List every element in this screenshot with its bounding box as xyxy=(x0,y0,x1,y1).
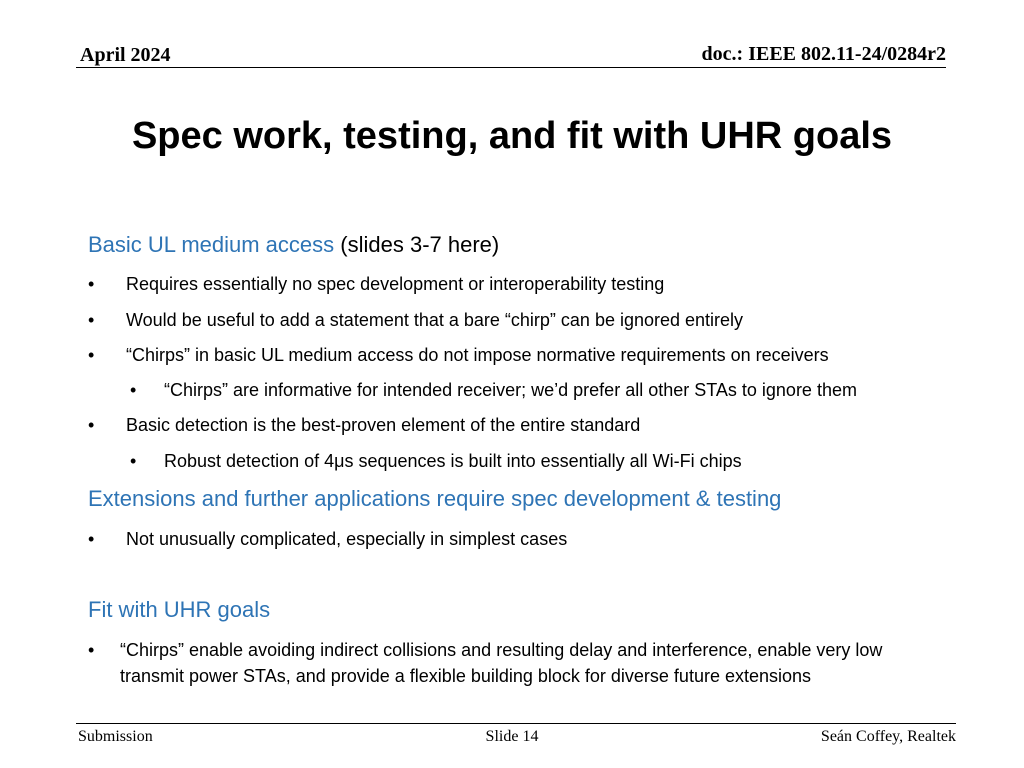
sub-bullet-item xyxy=(130,448,742,474)
footer-author: Seán Coffey, Realtek xyxy=(820,728,956,745)
bullet-marker: • xyxy=(88,274,95,294)
header-divider xyxy=(76,67,946,68)
bullet-text: Requires essentially no spec development or interoperability testing xyxy=(126,274,665,294)
bullet-text: “Chirps” in basic UL medium access do not impose normative requirements on receivers xyxy=(126,345,829,365)
bullet-text: “Chirps” are informative for intended receiver; we’d prefer all other STAs to ignore them xyxy=(164,380,857,400)
bullet-text-line2: transmit power STAs, and provide a flexible building block for diverse future extensions xyxy=(120,666,812,686)
footer-divider xyxy=(76,723,956,724)
footer-submission: Submission xyxy=(78,728,153,745)
bullet-item xyxy=(88,271,665,297)
bullet-item xyxy=(88,307,744,333)
section-heading-fit: Fit with UHR goals xyxy=(88,597,271,622)
section-heading-basic-tail: (slides 3-7 here) xyxy=(334,232,500,257)
footer-slide-number: Slide 14 xyxy=(485,728,539,745)
bullet-item xyxy=(88,637,883,689)
header-doc-id: doc.: IEEE 802.11-24/0284r2 xyxy=(701,43,946,65)
bullet-item xyxy=(88,342,829,368)
bullet-text: Basic detection is the best-proven element of the entire standard xyxy=(126,415,641,435)
bullet-marker: • xyxy=(88,640,95,660)
bullet-marker: • xyxy=(88,415,95,435)
section-heading-basic-link: Basic UL medium access xyxy=(88,232,335,257)
bullet-marker: • xyxy=(130,380,137,400)
bullet-text: Not unusually complicated, especially in simplest cases xyxy=(126,529,568,549)
bullet-marker: • xyxy=(88,529,95,549)
bullet-marker: • xyxy=(88,310,95,330)
bullet-text: Would be useful to add a statement that a bare “chirp” can be ignored entirely xyxy=(126,310,744,330)
section-heading-extensions: Extensions and further applications require spec development & testing xyxy=(88,486,782,511)
bullet-text-line1: “Chirps” enable avoiding indirect collisions and resulting delay and interference, enable very low xyxy=(120,640,883,660)
sub-bullet-item xyxy=(130,377,857,403)
bullet-marker: • xyxy=(130,451,137,471)
slide-title: Spec work, testing, and fit with UHR goals xyxy=(131,115,893,157)
section-heading-basic xyxy=(88,232,499,258)
bullet-item xyxy=(88,412,641,438)
header-date: April 2024 xyxy=(80,44,171,66)
bullet-item xyxy=(88,526,568,552)
bullet-marker: • xyxy=(88,345,95,365)
bullet-text: Robust detection of 4μs sequences is built into essentially all Wi-Fi chips xyxy=(164,451,742,471)
